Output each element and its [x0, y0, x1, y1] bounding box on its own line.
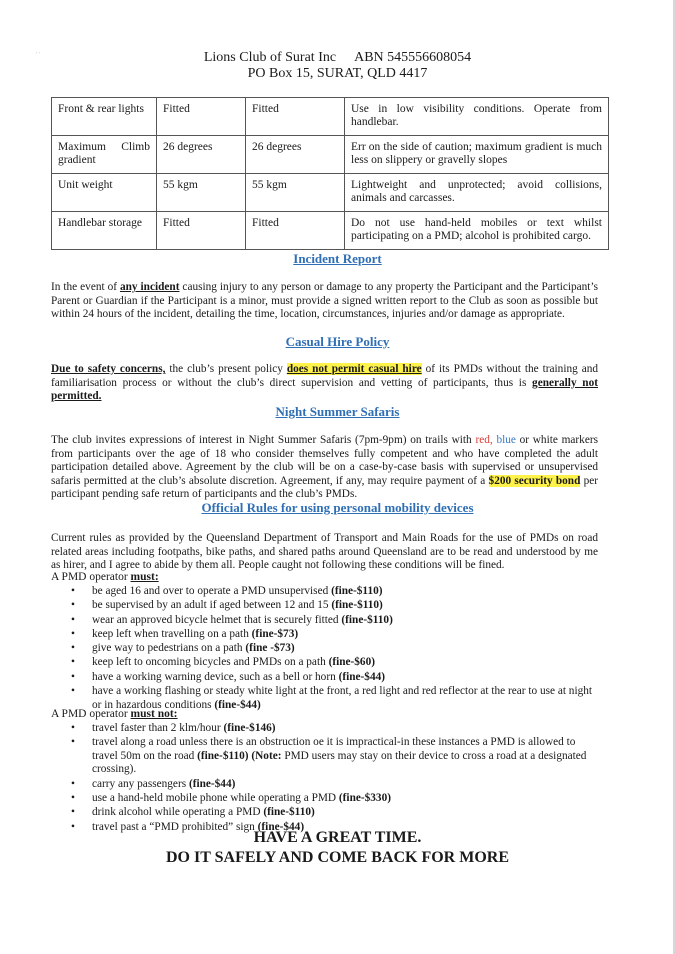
marker-blue: blue [496, 434, 516, 446]
emphasis-must: must: [130, 571, 159, 583]
closing-message [0, 828, 675, 868]
note-text: PMD users may stay on their device to cross a road at a designated crossing). [92, 749, 587, 776]
text: In the event of [51, 281, 120, 293]
rule-text: give way to pedestrians on a path [92, 642, 246, 655]
bullet-icon: • [71, 820, 75, 833]
letterhead [0, 50, 675, 82]
text: causing injury to any person or damage to any property the Participant and the Participant’s Parent or Guardian if the Participant is a minor, must provide a signed written report to the Club as soon as possible but within 24 hours of the incident, detailing the time, location, circumstances, injuries and/or damage as appropriate. [51, 281, 598, 320]
rule-text: travel along a road unless there is an obstruction oe it is impractical-in these instances a PMD is allowed to travel 50m on the road [92, 736, 576, 762]
fine-amount: (fine-$44) [214, 698, 261, 711]
list-item [51, 722, 601, 736]
text: the club’s present policy [165, 363, 287, 375]
list-item [51, 614, 601, 628]
night-safaris-heading: Night Summer Safaris [275, 404, 400, 419]
list-item [51, 599, 601, 613]
incident-paragraph [51, 281, 598, 322]
bullet-icon: • [71, 613, 75, 626]
list-item [51, 656, 601, 670]
feature-cell: Maximum Climb gradient [52, 136, 157, 174]
fine-amount: (fine-$110) [341, 613, 393, 626]
emphasis-must-not: must not: [130, 708, 178, 720]
text: or white markers from participants over the age of 18 who consider themselves fully competent and who have completed the adult participation detailed above. Agreement by the club will be on a case-by-case basis with supervised or unsupervised safaris permitted at the club’s absolute discretion. Agreement, if any, may require payment of a [51, 434, 598, 487]
value-cell: Fitted [157, 98, 246, 136]
rules-intro: Current rules as provided by the Queensland Department of Transport and Main Roads for the use of PMDs on road related areas including footpaths, bike paths, and shared paths around Queensland are to be read and understood by me as hirer, and I agree to abide by them all. People caught not following these conditions will be fined. [51, 532, 598, 571]
closing-line-1: HAVE A GREAT TIME. [253, 829, 422, 846]
bullet-icon: • [71, 642, 75, 655]
casual-hire-heading: Casual Hire Policy [285, 334, 390, 349]
table-row [52, 174, 609, 212]
scan-artifact: ' ' [36, 52, 40, 58]
highlight-security-bond: $200 security bond [488, 474, 581, 487]
text: The club invites expressions of interest in Night Summer Safaris (7pm-9pm) on trails with [51, 434, 476, 446]
table-row [52, 136, 609, 174]
address: PO Box 15, SURAT, QLD 4417 [247, 66, 428, 81]
specs-table [51, 97, 609, 250]
must-not-list [51, 722, 601, 835]
rule-text: travel faster than 2 klm/hour [92, 722, 224, 734]
rule-text: use a hand-held mobile phone while operating a PMD [92, 792, 339, 805]
must-not-lead [51, 708, 178, 722]
fine-amount: (fine-$110) [331, 599, 383, 612]
fine-amount: (fine-$146) [223, 722, 276, 734]
list-item [51, 642, 601, 656]
bullet-icon: • [71, 684, 75, 697]
bullet-icon: • [71, 599, 75, 612]
must-list [51, 585, 601, 713]
incident-report-heading: Incident Report [293, 251, 382, 266]
emphasis-not-permitted: generally not permitted. [51, 376, 598, 402]
value-cell: 55 kgm [157, 174, 246, 212]
value-cell: 26 degrees [157, 136, 246, 174]
rule-text: keep left to oncoming bicycles and PMDs on a path [92, 656, 329, 669]
org-line [0, 50, 675, 66]
value-cell: 55 kgm [246, 174, 345, 212]
emphasis-safety: Due to safety concerns, [51, 363, 166, 375]
rule-text: keep left when travelling on a path [92, 627, 252, 640]
fine-amount: (fine-$44) [188, 777, 236, 790]
list-item [51, 792, 601, 806]
bullet-icon: • [71, 806, 75, 819]
bullet-icon: • [71, 656, 75, 669]
rule-text: carry any passengers [92, 777, 189, 790]
notes-cell: Lightweight and unprotected; avoid collisions, animals and carcasses. [345, 174, 609, 212]
notes-cell: Err on the side of caution; maximum gradient is much less on slippery or gravelly slopes [345, 136, 609, 174]
fine-amount: (fine-$110) [331, 585, 383, 597]
list-item [51, 778, 601, 792]
fine-amount: (fine-$330) [338, 792, 391, 805]
bullet-icon: • [71, 736, 75, 749]
value-cell: Fitted [246, 212, 345, 250]
bullet-icon: • [71, 777, 75, 790]
fine-amount: (fine -$73) [245, 642, 295, 655]
rule-text: travel past a “PMD prohibited” sign [92, 820, 258, 833]
bullet-icon: • [71, 792, 75, 805]
list-item [51, 585, 601, 599]
rule-text: drink alcohol while operating a PMD [92, 806, 264, 819]
feature-cell: Front & rear lights [52, 98, 157, 136]
text: of its PMDs without the training and familiarisation process or without the club’s direct supervision and vetting of participants, thus is [51, 363, 599, 389]
list-item [51, 736, 601, 777]
list-item [51, 628, 601, 642]
casual-hire-paragraph [51, 363, 598, 404]
value-cell: Fitted [246, 98, 345, 136]
rule-text: have a working warning device, such as a bell or horn [92, 670, 339, 683]
text: per participant pending safe return of participants and the club’s PMDs. [51, 474, 599, 500]
emphasis-any-incident: any incident [119, 281, 180, 293]
fine-amount: (fine-$110) [197, 749, 249, 762]
rule-text: wear an approved bicycle helmet that is securely fitted [92, 613, 342, 626]
rule-text: have a working flashing or steady white light at the front, a red light and red reflector at the rear to use at night or in hazardous conditions [92, 684, 593, 711]
list-item [51, 806, 601, 820]
fine-amount: (fine-$44) [257, 820, 305, 833]
value-cell: 26 degrees [246, 136, 345, 174]
bullet-icon: • [71, 722, 75, 734]
table-row [52, 98, 609, 136]
table-row [52, 212, 609, 250]
notes-cell: Use in low visibility conditions. Operate from handlebar. [345, 98, 609, 136]
closing-line-2: DO IT SAFELY AND COME BACK FOR MORE [166, 849, 509, 866]
fine-amount: (fine-$110) [263, 806, 315, 819]
marker-red: red, [475, 434, 493, 446]
highlight-no-casual-hire: does not permit casual hire [286, 363, 422, 375]
value-cell: Fitted [157, 212, 246, 250]
bullet-icon: • [71, 585, 75, 597]
bullet-icon: • [71, 670, 75, 683]
text: A PMD operator [51, 571, 131, 583]
note-label: (Note: [248, 749, 282, 762]
list-item [51, 671, 601, 685]
night-safaris-paragraph [51, 434, 598, 502]
notes-cell: Do not use hand-held mobiles or text whilst participating on a PMD; alcohol is prohibited cargo. [345, 212, 609, 250]
feature-cell: Unit weight [52, 174, 157, 212]
must-lead [51, 571, 159, 585]
bullet-icon: • [71, 627, 75, 640]
fine-amount: (fine-$44) [338, 670, 386, 683]
text: A PMD operator [51, 708, 131, 720]
fine-amount: (fine-$73) [251, 627, 299, 640]
org-name: Lions Club of Surat Inc [203, 50, 337, 65]
rule-text: be supervised by an adult if aged between 12 and 15 [92, 599, 332, 612]
feature-cell: Handlebar storage [52, 212, 157, 250]
rule-text: be aged 16 and over to operate a PMD unsupervised [92, 585, 332, 597]
abn: ABN 545556608054 [354, 50, 472, 65]
official-rules-heading: Official Rules for using personal mobility devices [201, 500, 474, 515]
fine-amount: (fine-$60) [328, 656, 375, 669]
